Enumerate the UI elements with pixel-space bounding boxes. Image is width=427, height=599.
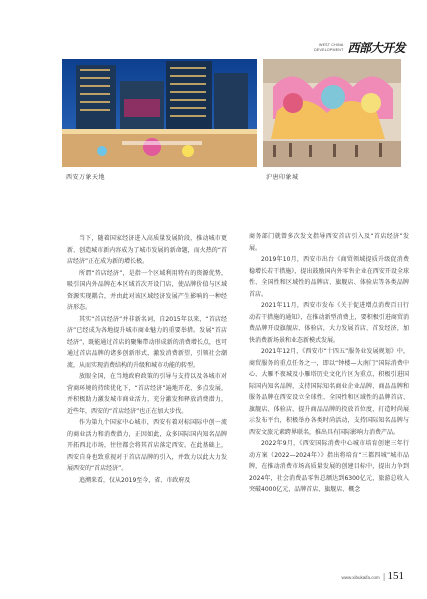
right-photo-caption: 沪唐印象城 (266, 174, 299, 181)
left-photo-caption: 西安万象天地 (66, 174, 106, 181)
page-footer (342, 570, 404, 582)
brand-english-line1: WEST CHINA (318, 43, 344, 48)
page-number: 151 (387, 570, 404, 582)
article-left-column (67, 233, 227, 486)
paragraph: 所谓“首店经济”，是指一个区域利用特有的资源优势，吸引国内外品牌在本区域首次开设门店，使品牌价值与区域资源实现耦合，并由此对该区域经济发展产生影响的一种经济形态。 (67, 269, 227, 311)
paragraph: 商务部门就曾多次发文指导西安首店引入及“首店经济”发展。 (249, 233, 409, 252)
magazine-header (314, 39, 405, 56)
paragraph: 2021年11月，西安市发布《关于促进增点消费百日行动若干措施的通知》，在推动新型消费上，要积极引进商贸消费品牌开设旗舰店、体验店，大力发展首店、首发经济，加快消费新场景和业态新模式发展。 (249, 302, 409, 344)
paragraph: 放眼全国，在当地政府政策的引导与支持以及各城市对营商环境的持续优化下，“首店经济”遍地开花、多点发展，并积极助力激发城市商业活力，充分激发和释放消费潜力，近些年，西安的“首店经济”也正在加大步伐。 (67, 373, 227, 415)
brand-english (314, 43, 343, 52)
website-url[interactable]: www.xibukaifa.com (341, 575, 380, 580)
paragraph: 2022年9月，《西安国际消费中心城市培育创建三年行动方案（2022—2024年）》指出将培育“三都四城”城市品牌，在推动消费市场高质量发展的创建目标中，提出力争到2024年，社会消费品零售总额达到6300亿元，旅游总收入突破4000亿元，品牌首店、旗舰店、概念 (249, 440, 409, 493)
paragraph: 追溯来看，仅从2019至今，省、市政府及 (79, 476, 191, 484)
paragraph: 2021年12月，《西安市“十四五”服务业发展规划》中，商贸服务的重点任务之一，即以“钟楼—大南门”国际消费中心、大雁不夜城及小雁塔历史文化片区为重点，积极引进国际国内知名品牌，支持国际知名商业企业品牌、商品品牌和服务品牌在西安设立全球性、全国性和区域性的品牌首店、旗舰店、体验店，提升商品品牌的投放首位度，打造时尚展示发布平台，积极举办各类时尚活动，支持国际知名品牌与西安文旅元素跨界联名，推出具有国际影响力消费产品。 (249, 348, 409, 436)
article-right-column (249, 231, 409, 496)
paragraph: 2019年10月，西安市出台《商贸领域提质升级促消费稳增长若干措施》，提出鼓励国内外零售企业在西安开设全球性、全国性和区域性的品牌店、旗舰店、体验店等各类品牌首店。 (249, 256, 409, 298)
mall-night-photo (62, 59, 257, 167)
footer-divider: | (382, 572, 386, 581)
brand-english-line2: DEVELOPMENT (314, 47, 344, 52)
mall-atrium-photo (263, 59, 401, 167)
paragraph: 当下，随着国家经济进入高质量发展阶段，推动城市更新、创造城市新内容成为了城市发展的新命题，而火热的“首店经济”正在成为新的增长极。 (67, 235, 227, 265)
brand-logo-text: 西部大开发 (347, 41, 405, 55)
paragraph: 其实“首店经济”并非新名词，自2015年以来，“首店经济”已经成为各地提升城市商业魅力的重要举措。发展“首店经济”，既能通过首店的聚集带动形成新的消费增长点，也可通过首店品牌的诸多创新形式，激发消费新望，引领社会潮流，从而实现消费结构的升级和城市功能的转型。 (67, 315, 227, 369)
paragraph: 作为第九个国家中心城市，西安有着对标国际中创一流的商业活力和消费潜力，正因如此，众多国际国内知名品牌开拓西北市场，往往都会将其首店落定西安。在此基础上，西安自身也致重视对于首店品牌的引入，并致力以此大力发展西安的“首店经济”。 (67, 419, 227, 472)
